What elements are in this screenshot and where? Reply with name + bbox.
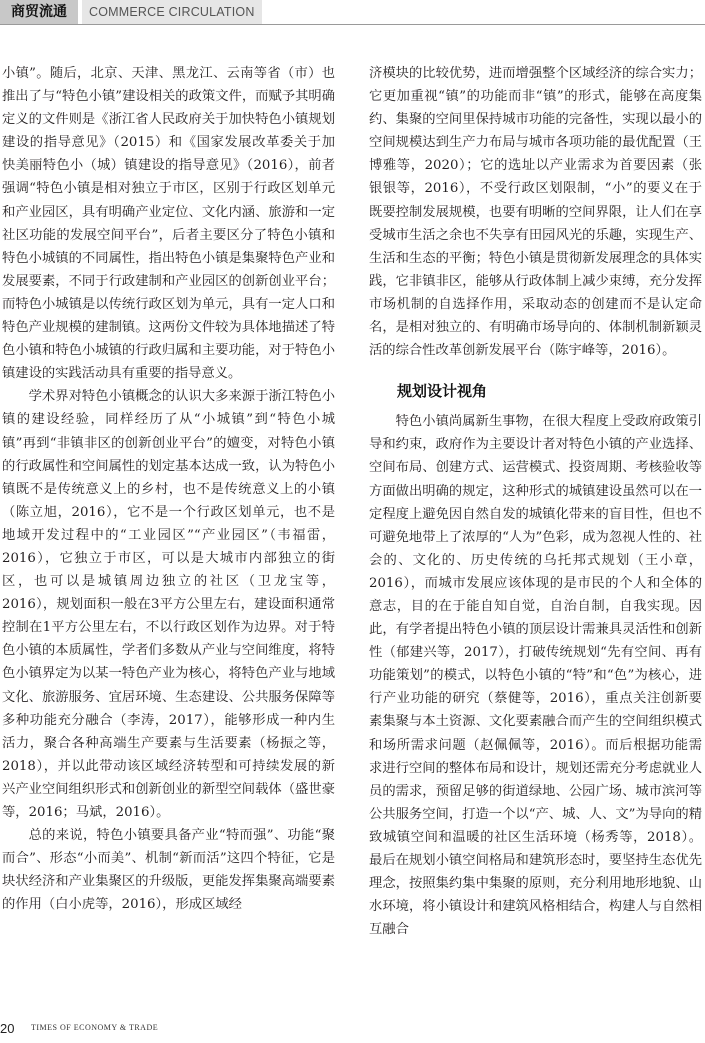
section-heading: 规划设计视角 [397,382,488,401]
section-title: 商贸流通 [0,0,78,24]
page-number: 20 [0,1021,15,1036]
section-title-en: COMMERCE CIRCULATION [82,0,262,24]
body-paragraph: 小镇”。随后，北京、天津、黑龙江、云南等省（市）也推出了与“特色小镇”建设相关的政策文件，而赋予其明确定义的文件则是《浙江省人民政府关于加快特色小镇规划建设的指导意见》（2015）和《国家发展改革委关于加快美丽特色小（城）镇建设的指导意见》（2016），前者强调“特色小镇是相对独立于市区，区别于行政区划单元和产业园区，具有明确产业定位、文化内涵、旅游和一定社区功能的发展空间平台”，后者主要区分了特色小镇和特色小城镇的不同属性，指出特色小镇是集聚特色产业和发展要素，不同于行政建制和产业园区的创新创业平台；而特色小城镇是以传统行政区划为单元，具有一定人口和特色产业规模的建制镇。这两份文件较为具体地描述了特色小镇和特色小城镇的行政归属和主要功能，对于特色小镇建设的实践活动具有重要的指导意义。 [2,66,335,382]
right-column [369,62,702,941]
journal-name: TIMES OF ECONOMY & TRADE [31,1023,159,1032]
body-paragraph: 学术界对特色小镇概念的认识大多来源于浙江特色小镇的建设经验，同样经历了从“小城镇”到“特色小城镇”再到“非镇非区的创新创业平台”的嬗变，对特色小镇的行政属性和空间属性的划定基本达成一致，认为特色小镇既不是传统意义上的乡村，也不是传统意义上的小镇（陈立旭，2016），它不是一个行政区划单元，也不是地域开发过程中的“工业园区”“产业园区”（韦福雷，2016），它独立于市区，可以是大城市内部独立的街区，也可以是城镇周边独立的社区（卫龙宝等，2016），规划面积一般在3平方公里左右，建设面积通常控制在1平方公里左右，不以行政区划作为边界。对于特色小镇的本质属性，学者们多数从产业与空间维度，将特色小镇界定为以某一特色产业为核心，将特色产业与地域文化、旅游服务、宜居环境、生态建设、公共服务保障等多种功能充分融合（李涛，2017），能够形成一种内生活力，聚合各种高端生产要素与生活要素（杨振之等，2018），并以此带动该区域经济转型和可持续发展的新兴产业空间组织形式和创新创业的新型空间载体（盛世豪等，2016；马斌，2016）。 [2,389,335,820]
body-paragraph: 特色小镇尚属新生事物，在很大程度上受政府政策引导和约束，政府作为主要设计者对特色小镇的产业选择、空间布局、创建方式、运营模式、投资周期、考核验收等方面做出明确的规定，这种形式的城镇建设虽然可以在一定程度上避免因自然自发的城镇化带来的盲目性，但也不可避免地带上了浓厚的“人为”色彩，成为忽视人性的、社会的、文化的、历史传统的乌托邦式规划（王小章，2016），而城市发展应该体现的是市民的个人和全体的意志，目的在于能自知自觉，自治自制，自我实现。因此，有学者提出特色小镇的顶层设计需兼具灵活性和创新性（郁建兴等，2017），打破传统规划“先有空间、再有功能策划”的模式，以特色小镇的“特”和“色”为核心，进行产业功能的研究（蔡健等，2016），重点关注创新要素集聚与本土资源、文化要素融合而产生的空间组织模式和场所需求问题（赵佩佩等，2016）。而后根据功能需求进行空间的整体布局和设计，规划还需充分考虑就业人员的需求，预留足够的街道绿地、公园广场、城市滨河等公共服务空间，打造一个以“产、城、人、文”为导向的精致城镇空间和温暖的社区生活环境（杨秀等，2018）。最后在规划小镇空间格局和建筑形态时，要坚持生态优先理念，按照集约集中集聚的原则，充分利用地形地貌、山水环境，将小镇设计和建筑风格相结合，构建人与自然相互融合 [369,414,702,938]
page-header [0,0,705,24]
left-column [2,62,335,916]
header-rule [0,24,705,25]
body-paragraph: 济模块的比较优势，进而增强整个区域经济的综合实力；它更加重视“镇”的功能而非“镇”的形式，能够在高度集约、集聚的空间里保持城市功能的完备性，实现以最小的空间规模达到生产力布局与城市各项功能的最优配置（王博雅等，2020）；它的选址以产业需求为首要因素（张银银等，2016），不受行政区划限制，“小”的要义在于既要控制发展规模，也要有明晰的空间界限，让人们在享受城市生活之余也不失享有田园风光的乐趣，实现生产、生活和生态的平衡；特色小镇是贯彻新发展理念的具体实践，它非镇非区，能够从行政体制上减少束缚，充分发挥市场机制的自选择作用，采取动态的创建而不是认定命名，是相对独立的、有明确市场导向的、体制机制新颖灵活的综合性改革创新发展平台（陈宇峰等，2016）。 [369,66,702,359]
page-footer [0,1018,705,1043]
body-paragraph: 总的来说，特色小镇要具备产业“特而强”、功能“聚而合”、形态“小而美”、机制“新而活”这四个特征，它是块状经济和产业集聚区的升级版，更能发挥集聚高端要素的作用（白小虎等，2016），形成区域经 [2,828,335,913]
